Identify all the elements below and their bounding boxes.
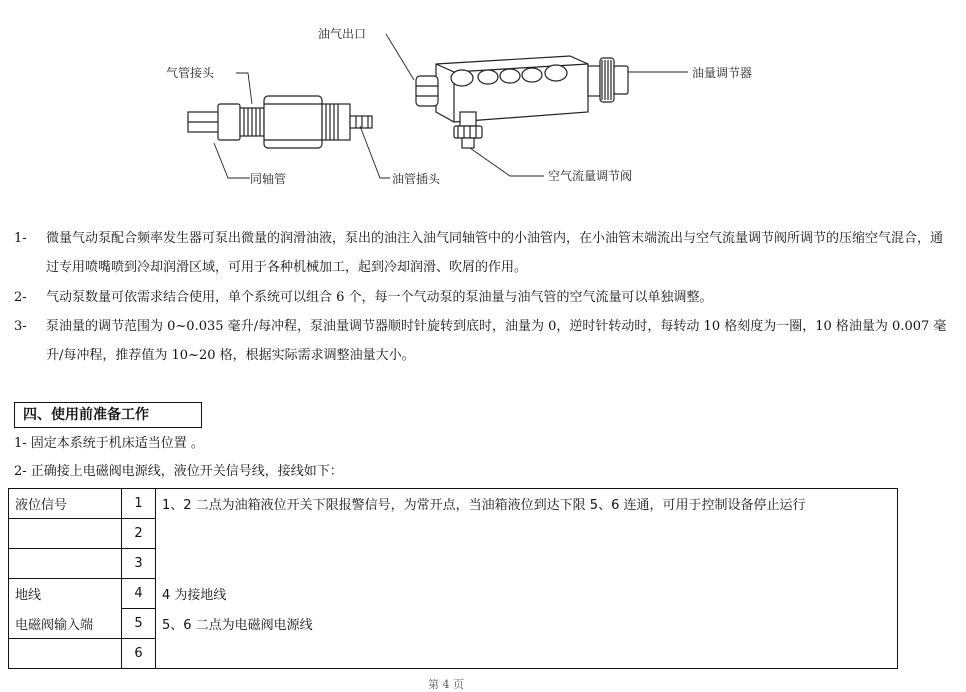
label-oil-tube-plug: 油管插头 xyxy=(392,172,441,186)
wiring-table xyxy=(8,488,898,669)
table-row xyxy=(9,639,898,669)
air-tube-connector-shape xyxy=(218,104,240,140)
oil-gas-outlet-shape xyxy=(416,76,438,106)
step-2: 2- 正确接上电磁阀电源线，液位开关信号线，接线如下： xyxy=(14,464,343,479)
note-text: 泵油量的调节范围为 0~0.035 毫升/每冲程，泵油量调节器顺时针旋转到底时，油量为 0，逆时针转动时，每转动 10 格刻度为一圈，10 格油量为 0.007 毫升/每冲程，推荐值为 10~20 格，根据实际需求调整油量大小。 xyxy=(46,319,947,363)
note-text: 气动泵数量可依需求结合使用，单个系统可以组合 6 个，每一个气动泵的泵油量与油气管的空气流量可以单独调整。 xyxy=(46,290,713,305)
table-row xyxy=(9,579,898,609)
pin-description xyxy=(156,549,898,579)
pump-illustration xyxy=(0,0,966,205)
pin-description: 1、2 二点为油箱液位开关下限报警信号，为常开点，当油箱液位到达下限 5、6 连通，可用于控制设备停止运行 xyxy=(156,489,898,519)
signal-label: 电磁阀输入端 xyxy=(9,609,122,639)
pin-number: 3 xyxy=(122,549,156,579)
pin-description: 5、6 二点为电磁阀电源线 xyxy=(156,609,898,639)
table-row xyxy=(9,519,898,549)
pin-number: 6 xyxy=(122,639,156,669)
pin-number: 1 xyxy=(122,489,156,519)
product-diagram xyxy=(0,0,966,205)
oil-tube-plug-shape xyxy=(350,116,372,128)
note-2 xyxy=(14,283,954,312)
pin-description xyxy=(156,639,898,669)
pin-description: 4 为接地线 xyxy=(156,579,898,609)
pin-number: 4 xyxy=(122,579,156,609)
pin-number: 2 xyxy=(122,519,156,549)
table-row xyxy=(9,609,898,639)
note-number: 3- xyxy=(14,319,27,334)
note-number: 2- xyxy=(14,290,27,305)
table-row xyxy=(9,489,898,519)
page-footer: 第 4 页 xyxy=(428,678,464,691)
label-coaxial-tube: 同轴管 xyxy=(250,172,287,186)
signal-label xyxy=(9,639,122,669)
table-row xyxy=(9,549,898,579)
signal-label xyxy=(9,519,122,549)
signal-label: 地线 xyxy=(9,579,122,609)
note-number: 1- xyxy=(14,231,27,246)
signal-label xyxy=(9,549,122,579)
pin-number: 5 xyxy=(122,609,156,639)
step-1: 1- 固定本系统于机床适当位置 。 xyxy=(14,436,204,451)
label-oil-regulator: 油量调节器 xyxy=(692,66,753,80)
label-air-flow-valve: 空气流量调节阀 xyxy=(548,169,633,183)
label-air-tube-connector: 气管接头 xyxy=(166,66,215,80)
label-oil-gas-outlet: 油气出口 xyxy=(318,27,367,41)
note-1 xyxy=(14,224,954,282)
note-text: 微量气动泵配合频率发生器可泵出微量的润滑油液，泵出的油注入油气同轴管中的小油管内，在小油管末端流出与空气流量调节阀所调节的压缩空气混合，通过专用喷嘴喷到冷却润滑区域，可用于各种机械加工，起到冷却润滑、吹屑的作用。 xyxy=(46,231,944,275)
section-title: 四、使用前准备工作 xyxy=(14,402,202,428)
signal-label: 液位信号 xyxy=(9,489,122,519)
note-3 xyxy=(14,312,954,370)
pin-description xyxy=(156,519,898,549)
